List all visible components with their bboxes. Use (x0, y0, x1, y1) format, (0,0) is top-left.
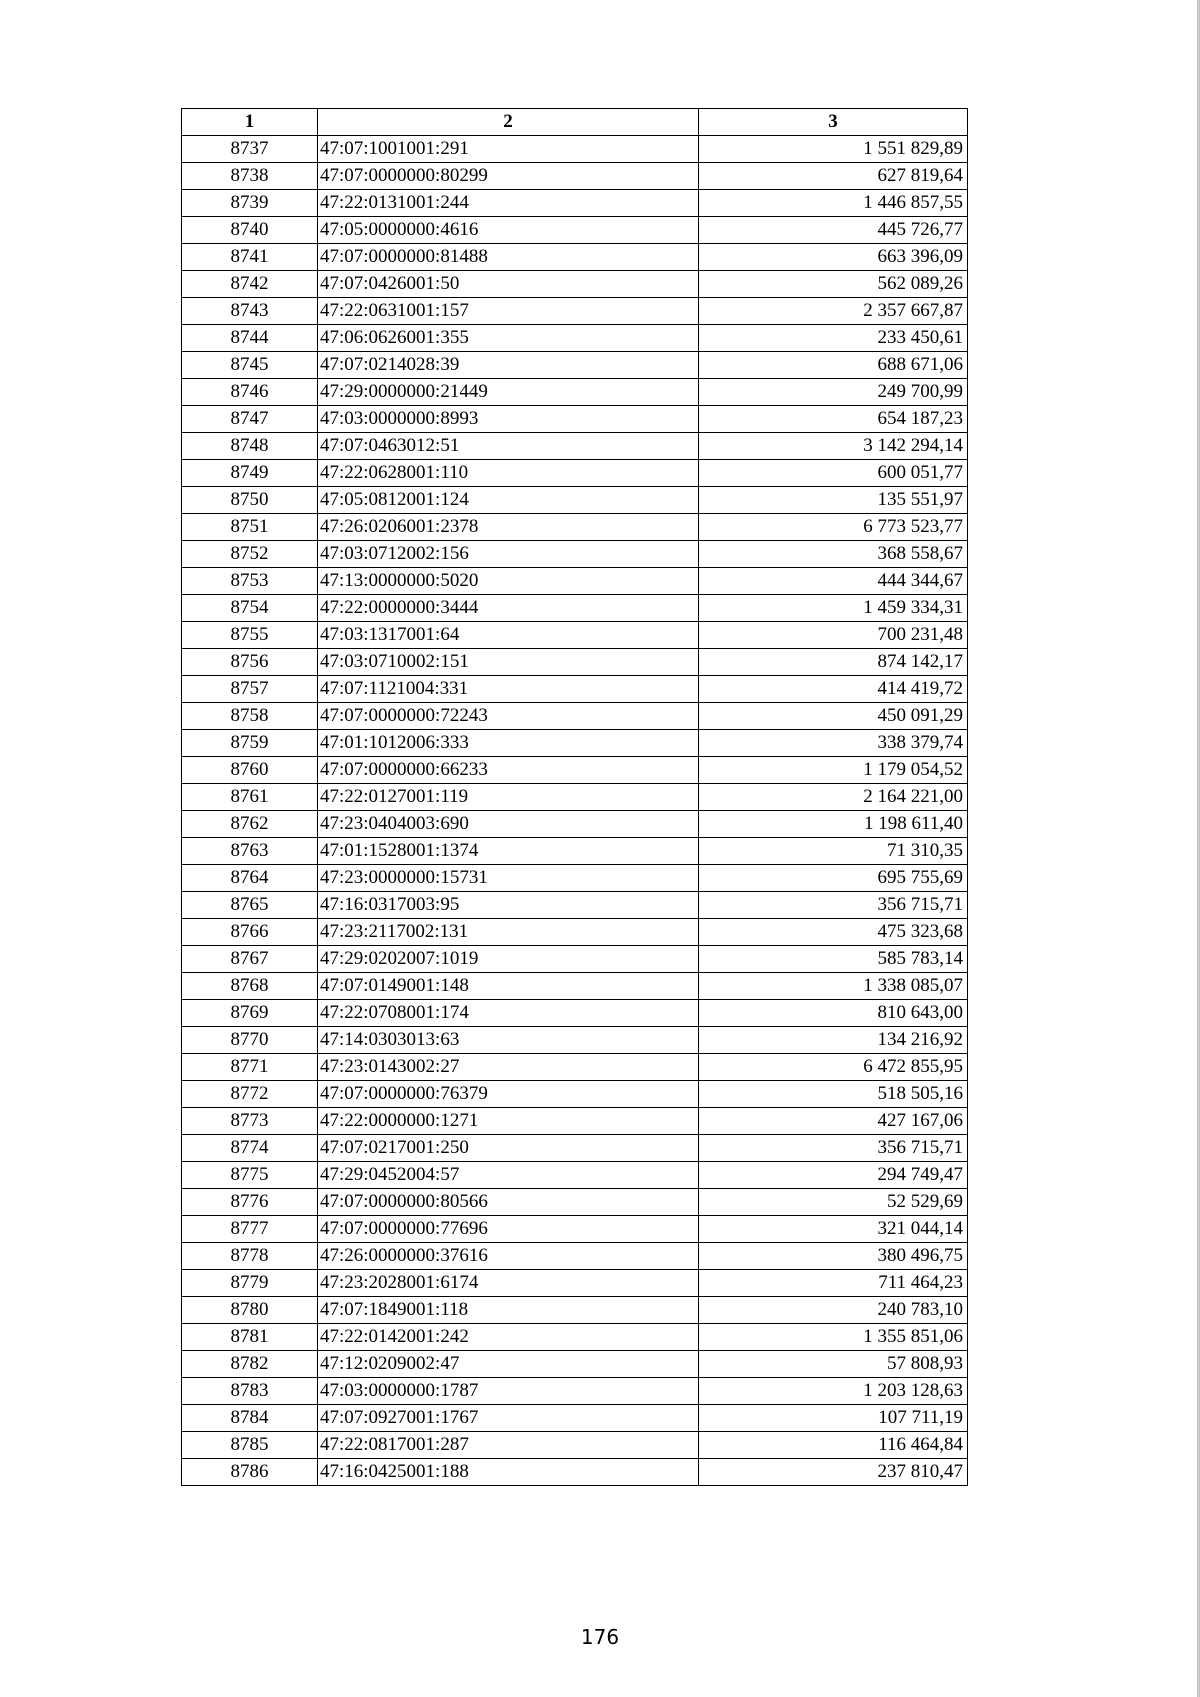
table-row (182, 217, 968, 244)
table-row (182, 1324, 968, 1351)
row-number: 8741 (182, 244, 318, 271)
cadastral-number: 47:23:2117002:131 (318, 919, 699, 946)
table-row (182, 514, 968, 541)
table-row (182, 1432, 968, 1459)
cadastral-number: 47:22:0631001:157 (318, 298, 699, 325)
table-row (182, 541, 968, 568)
table-row (182, 1189, 968, 1216)
table-row (182, 622, 968, 649)
table-row (182, 1162, 968, 1189)
value-cell: 444 344,67 (699, 568, 968, 595)
table-row (182, 379, 968, 406)
cadastral-number: 47:22:0817001:287 (318, 1432, 699, 1459)
table-body (182, 136, 968, 1486)
cadastral-number: 47:07:0217001:250 (318, 1135, 699, 1162)
value-cell: 518 505,16 (699, 1081, 968, 1108)
table-header (182, 109, 968, 136)
table-row (182, 271, 968, 298)
cadastral-number: 47:07:0000000:80566 (318, 1189, 699, 1216)
value-cell: 688 671,06 (699, 352, 968, 379)
cadastral-number: 47:22:0628001:110 (318, 460, 699, 487)
value-cell: 700 231,48 (699, 622, 968, 649)
row-number: 8779 (182, 1270, 318, 1297)
value-cell: 585 783,14 (699, 946, 968, 973)
row-number: 8771 (182, 1054, 318, 1081)
cadastral-number: 47:03:0000000:8993 (318, 406, 699, 433)
value-cell: 562 089,26 (699, 271, 968, 298)
value-cell: 233 450,61 (699, 325, 968, 352)
header-row (182, 109, 968, 136)
row-number: 8756 (182, 649, 318, 676)
row-number: 8737 (182, 136, 318, 163)
table-row (182, 1378, 968, 1405)
row-number: 8746 (182, 379, 318, 406)
cadastral-number: 47:01:1528001:1374 (318, 838, 699, 865)
cadastral-number: 47:23:0000000:15731 (318, 865, 699, 892)
value-cell: 2 357 667,87 (699, 298, 968, 325)
value-cell: 135 551,97 (699, 487, 968, 514)
cadastral-number: 47:07:0000000:81488 (318, 244, 699, 271)
table-row (182, 838, 968, 865)
value-cell: 52 529,69 (699, 1189, 968, 1216)
row-number: 8772 (182, 1081, 318, 1108)
row-number: 8768 (182, 973, 318, 1000)
cadastral-number: 47:03:0000000:1787 (318, 1378, 699, 1405)
row-number: 8744 (182, 325, 318, 352)
value-cell: 1 355 851,06 (699, 1324, 968, 1351)
row-number: 8757 (182, 676, 318, 703)
value-cell: 116 464,84 (699, 1432, 968, 1459)
table-row (182, 325, 968, 352)
value-cell: 380 496,75 (699, 1243, 968, 1270)
value-cell: 1 203 128,63 (699, 1378, 968, 1405)
row-number: 8761 (182, 784, 318, 811)
row-number: 8738 (182, 163, 318, 190)
cadastral-number: 47:23:0143002:27 (318, 1054, 699, 1081)
row-number: 8785 (182, 1432, 318, 1459)
row-number: 8765 (182, 892, 318, 919)
cadastral-number: 47:07:0000000:66233 (318, 757, 699, 784)
row-number: 8783 (182, 1378, 318, 1405)
value-cell: 445 726,77 (699, 217, 968, 244)
table-row (182, 865, 968, 892)
row-number: 8769 (182, 1000, 318, 1027)
value-cell: 249 700,99 (699, 379, 968, 406)
value-cell: 810 643,00 (699, 1000, 968, 1027)
value-cell: 57 808,93 (699, 1351, 968, 1378)
table-row (182, 676, 968, 703)
row-number: 8752 (182, 541, 318, 568)
table-row (182, 784, 968, 811)
row-number: 8759 (182, 730, 318, 757)
row-number: 8762 (182, 811, 318, 838)
cadastral-number: 47:23:0404003:690 (318, 811, 699, 838)
cadastral-number: 47:07:0000000:76379 (318, 1081, 699, 1108)
cadastral-number: 47:22:0000000:3444 (318, 595, 699, 622)
cadastral-number: 47:26:0000000:37616 (318, 1243, 699, 1270)
row-number: 8784 (182, 1405, 318, 1432)
cadastral-number: 47:29:0452004:57 (318, 1162, 699, 1189)
cadastral-number: 47:03:0710002:151 (318, 649, 699, 676)
table-row (182, 919, 968, 946)
table-row (182, 973, 968, 1000)
row-number: 8786 (182, 1459, 318, 1486)
value-cell: 1 179 054,52 (699, 757, 968, 784)
table-row (182, 1135, 968, 1162)
row-number: 8781 (182, 1324, 318, 1351)
cadastral-number: 47:07:1849001:118 (318, 1297, 699, 1324)
cadastral-number: 47:03:0712002:156 (318, 541, 699, 568)
cadastral-number: 47:07:0463012:51 (318, 433, 699, 460)
row-number: 8782 (182, 1351, 318, 1378)
cadastral-number: 47:07:0000000:80299 (318, 163, 699, 190)
table-row (182, 1081, 968, 1108)
row-number: 8743 (182, 298, 318, 325)
value-cell: 450 091,29 (699, 703, 968, 730)
value-cell: 368 558,67 (699, 541, 968, 568)
table-row (182, 163, 968, 190)
cadastral-number: 47:16:0317003:95 (318, 892, 699, 919)
table-row (182, 298, 968, 325)
table-row (182, 1270, 968, 1297)
table-row (182, 595, 968, 622)
cadastral-number: 47:13:0000000:5020 (318, 568, 699, 595)
table-row (182, 406, 968, 433)
cadastral-number: 47:07:0000000:72243 (318, 703, 699, 730)
table-row (182, 730, 968, 757)
cadastral-number: 47:05:0812001:124 (318, 487, 699, 514)
cadastral-number: 47:22:0708001:174 (318, 1000, 699, 1027)
row-number: 8774 (182, 1135, 318, 1162)
table-row (182, 649, 968, 676)
table-row (182, 568, 968, 595)
value-cell: 6 773 523,77 (699, 514, 968, 541)
value-cell: 414 419,72 (699, 676, 968, 703)
value-cell: 654 187,23 (699, 406, 968, 433)
header-col-2: 2 (318, 109, 699, 136)
cadastral-number: 47:05:0000000:4616 (318, 217, 699, 244)
row-number: 8776 (182, 1189, 318, 1216)
cadastral-number: 47:22:0142001:242 (318, 1324, 699, 1351)
row-number: 8767 (182, 946, 318, 973)
cadastral-number: 47:22:0127001:119 (318, 784, 699, 811)
table-row (182, 433, 968, 460)
table-row (182, 1000, 968, 1027)
row-number: 8766 (182, 919, 318, 946)
cadastral-number: 47:07:1001001:291 (318, 136, 699, 163)
row-number: 8763 (182, 838, 318, 865)
cadastral-number: 47:03:1317001:64 (318, 622, 699, 649)
row-number: 8773 (182, 1108, 318, 1135)
header-col-3: 3 (699, 109, 968, 136)
cadastral-number: 47:26:0206001:2378 (318, 514, 699, 541)
table-row (182, 487, 968, 514)
table-row (182, 892, 968, 919)
cadastral-number: 47:23:2028001:6174 (318, 1270, 699, 1297)
row-number: 8753 (182, 568, 318, 595)
row-number: 8775 (182, 1162, 318, 1189)
table-row (182, 811, 968, 838)
row-number: 8751 (182, 514, 318, 541)
value-cell: 134 216,92 (699, 1027, 968, 1054)
value-cell: 874 142,17 (699, 649, 968, 676)
value-cell: 294 749,47 (699, 1162, 968, 1189)
value-cell: 1 198 611,40 (699, 811, 968, 838)
row-number: 8770 (182, 1027, 318, 1054)
data-table (181, 108, 968, 1486)
cadastral-number: 47:22:0131001:244 (318, 190, 699, 217)
row-number: 8750 (182, 487, 318, 514)
row-number: 8745 (182, 352, 318, 379)
value-cell: 6 472 855,95 (699, 1054, 968, 1081)
cadastral-number: 47:06:0626001:355 (318, 325, 699, 352)
cadastral-number: 47:07:0214028:39 (318, 352, 699, 379)
table-row (182, 1216, 968, 1243)
cadastral-number: 47:29:0202007:1019 (318, 946, 699, 973)
value-cell: 356 715,71 (699, 892, 968, 919)
row-number: 8748 (182, 433, 318, 460)
row-number: 8777 (182, 1216, 318, 1243)
value-cell: 427 167,06 (699, 1108, 968, 1135)
value-cell: 240 783,10 (699, 1297, 968, 1324)
value-cell: 475 323,68 (699, 919, 968, 946)
row-number: 8764 (182, 865, 318, 892)
cadastral-number: 47:29:0000000:21449 (318, 379, 699, 406)
row-number: 8760 (182, 757, 318, 784)
value-cell: 627 819,64 (699, 163, 968, 190)
row-number: 8758 (182, 703, 318, 730)
value-cell: 2 164 221,00 (699, 784, 968, 811)
table-row (182, 244, 968, 271)
table-row (182, 190, 968, 217)
value-cell: 3 142 294,14 (699, 433, 968, 460)
value-cell: 321 044,14 (699, 1216, 968, 1243)
row-number: 8749 (182, 460, 318, 487)
value-cell: 237 810,47 (699, 1459, 968, 1486)
row-number: 8747 (182, 406, 318, 433)
value-cell: 1 338 085,07 (699, 973, 968, 1000)
table-row (182, 1027, 968, 1054)
table-row (182, 1459, 968, 1486)
value-cell: 107 711,19 (699, 1405, 968, 1432)
cadastral-number: 47:16:0425001:188 (318, 1459, 699, 1486)
cadastral-number: 47:07:1121004:331 (318, 676, 699, 703)
row-number: 8739 (182, 190, 318, 217)
value-cell: 1 551 829,89 (699, 136, 968, 163)
cadastral-number: 47:07:0927001:1767 (318, 1405, 699, 1432)
table-row (182, 1405, 968, 1432)
row-number: 8754 (182, 595, 318, 622)
table-row (182, 352, 968, 379)
cadastral-number: 47:07:0426001:50 (318, 271, 699, 298)
row-number: 8778 (182, 1243, 318, 1270)
row-number: 8755 (182, 622, 318, 649)
cadastral-number: 47:12:0209002:47 (318, 1351, 699, 1378)
value-cell: 1 446 857,55 (699, 190, 968, 217)
value-cell: 600 051,77 (699, 460, 968, 487)
table-row (182, 1351, 968, 1378)
row-number: 8742 (182, 271, 318, 298)
row-number: 8780 (182, 1297, 318, 1324)
table-row (182, 1297, 968, 1324)
table-row (182, 757, 968, 784)
value-cell: 711 464,23 (699, 1270, 968, 1297)
cadastral-number: 47:01:1012006:333 (318, 730, 699, 757)
page-number: 176 (580, 1625, 620, 1649)
value-cell: 695 755,69 (699, 865, 968, 892)
value-cell: 356 715,71 (699, 1135, 968, 1162)
table-row (182, 1054, 968, 1081)
table-row (182, 460, 968, 487)
cadastral-number: 47:22:0000000:1271 (318, 1108, 699, 1135)
cadastral-number: 47:07:0149001:148 (318, 973, 699, 1000)
cadastral-number: 47:07:0000000:77696 (318, 1216, 699, 1243)
value-cell: 71 310,35 (699, 838, 968, 865)
table-row (182, 136, 968, 163)
row-number: 8740 (182, 217, 318, 244)
value-cell: 663 396,09 (699, 244, 968, 271)
table-row (182, 1108, 968, 1135)
cadastral-number: 47:14:0303013:63 (318, 1027, 699, 1054)
value-cell: 338 379,74 (699, 730, 968, 757)
table-row (182, 1243, 968, 1270)
table-row (182, 946, 968, 973)
table-row (182, 703, 968, 730)
header-col-1: 1 (182, 109, 318, 136)
value-cell: 1 459 334,31 (699, 595, 968, 622)
